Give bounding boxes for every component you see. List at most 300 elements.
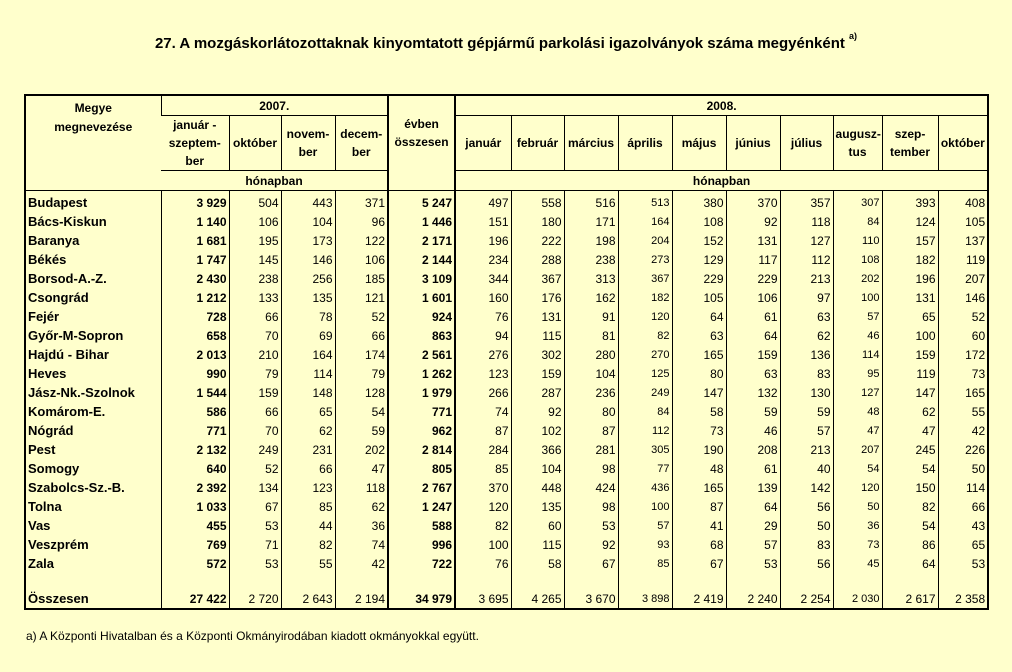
table-cell: 57 — [726, 535, 780, 554]
table-row — [25, 478, 988, 497]
table-cell: 58 — [672, 402, 726, 421]
table-cell: 106 — [726, 288, 780, 307]
county-name: Nógrád — [28, 422, 74, 438]
table-cell: 77 — [618, 459, 672, 478]
spacer-cell — [938, 573, 988, 589]
table-cell: 190 — [672, 440, 726, 459]
table-cell: 40 — [780, 459, 833, 478]
table-cell: 1 446 — [388, 212, 455, 231]
table-cell: 60 — [938, 326, 988, 345]
spacer-cell — [618, 573, 672, 589]
table-row — [25, 440, 988, 459]
table-cell: 150 — [882, 478, 938, 497]
table-cell: 108 — [672, 212, 726, 231]
table-cell: 127 — [833, 383, 882, 402]
table-cell: 106 — [335, 250, 388, 269]
table-cell: 302 — [511, 345, 564, 364]
table-cell: 73 — [938, 364, 988, 383]
table-cell: 990 — [161, 364, 229, 383]
evben-blank — [388, 171, 455, 191]
county-name: Baranya — [28, 232, 80, 248]
table-cell: 210 — [229, 345, 281, 364]
table-cell: 2 030 — [833, 589, 882, 609]
table-cell: 76 — [455, 307, 511, 326]
table-cell: 159 — [229, 383, 281, 402]
table-row — [25, 554, 988, 573]
table-row — [25, 535, 988, 554]
table-cell: 52 — [229, 459, 281, 478]
table-cell: 159 — [726, 345, 780, 364]
table-cell: 100 — [618, 497, 672, 516]
table-cell: 135 — [281, 288, 335, 307]
spacer-cell — [281, 573, 335, 589]
month-header-2007: novem-ber — [281, 116, 335, 171]
table-cell: 124 — [882, 212, 938, 231]
table-cell: 771 — [161, 421, 229, 440]
table-cell: 127 — [780, 231, 833, 250]
table-row — [25, 459, 988, 478]
table-cell: 115 — [511, 326, 564, 345]
table-cell: 57 — [780, 421, 833, 440]
table-cell: 66 — [229, 402, 281, 421]
table-cell: 85 — [281, 497, 335, 516]
table-cell: 120 — [455, 497, 511, 516]
table-cell: 121 — [335, 288, 388, 307]
table-cell: 238 — [564, 250, 618, 269]
table-cell: 100 — [455, 535, 511, 554]
table-cell: 130 — [780, 383, 833, 402]
footnote: a) A Központi Hivatalban és a Központi Okmányirodában kiadott okmányokkal együtt. — [26, 629, 479, 643]
table-cell: 36 — [335, 516, 388, 535]
table-cell: 367 — [511, 269, 564, 288]
table-cell: 136 — [780, 345, 833, 364]
table-cell: 56 — [780, 497, 833, 516]
spacer-cell — [882, 573, 938, 589]
table-cell: 504 — [229, 191, 281, 213]
county-name: Győr-M-Sopron — [28, 327, 124, 343]
table-cell: 78 — [281, 307, 335, 326]
table-cell: 448 — [511, 478, 564, 497]
table-cell: 47 — [882, 421, 938, 440]
table-cell: 118 — [780, 212, 833, 231]
table-cell: 497 — [455, 191, 511, 213]
table-cell: 1 212 — [161, 288, 229, 307]
table-row — [25, 364, 988, 383]
table-cell: 924 — [388, 307, 455, 326]
table-cell: 996 — [388, 535, 455, 554]
table-cell: 110 — [833, 231, 882, 250]
table-cell: 863 — [388, 326, 455, 345]
table-cell: 85 — [455, 459, 511, 478]
table-cell: 2 430 — [161, 269, 229, 288]
table-cell: 81 — [564, 326, 618, 345]
table-cell: 151 — [455, 212, 511, 231]
table-cell: 94 — [455, 326, 511, 345]
table-cell: 164 — [618, 212, 672, 231]
table-cell: 112 — [780, 250, 833, 269]
spacer-cell — [388, 573, 455, 589]
table-cell: 147 — [672, 383, 726, 402]
table-cell: 3 109 — [388, 269, 455, 288]
table-cell: 114 — [938, 478, 988, 497]
table-cell: 962 — [388, 421, 455, 440]
table-cell: 106 — [229, 212, 281, 231]
table-cell: 728 — [161, 307, 229, 326]
table-cell: 115 — [511, 535, 564, 554]
table-cell: 54 — [882, 516, 938, 535]
table-cell: 273 — [618, 250, 672, 269]
table-cell: 370 — [726, 191, 780, 213]
table-cell: 83 — [780, 364, 833, 383]
megye-header: Megye megnevezése — [54, 101, 133, 134]
spacer-row — [25, 573, 988, 589]
table-cell: 62 — [281, 421, 335, 440]
month-header-2007: január - szeptem-ber — [168, 118, 221, 168]
table-cell: 63 — [672, 326, 726, 345]
table-cell: 87 — [672, 497, 726, 516]
table-cell: 148 — [281, 383, 335, 402]
table-cell: 65 — [882, 307, 938, 326]
table-cell: 48 — [672, 459, 726, 478]
table-cell: 455 — [161, 516, 229, 535]
table-cell: 2 814 — [388, 440, 455, 459]
table-cell: 146 — [281, 250, 335, 269]
table-cell: 165 — [672, 478, 726, 497]
table-cell: 76 — [455, 554, 511, 573]
table-cell: 145 — [229, 250, 281, 269]
table-cell: 64 — [726, 326, 780, 345]
table-cell: 436 — [618, 478, 672, 497]
table-cell: 79 — [229, 364, 281, 383]
table-cell: 1 601 — [388, 288, 455, 307]
table-cell: 62 — [882, 402, 938, 421]
table-cell: 180 — [511, 212, 564, 231]
table-cell: 1 681 — [161, 231, 229, 250]
table-cell: 61 — [726, 459, 780, 478]
table-cell: 204 — [618, 231, 672, 250]
table-cell: 123 — [281, 478, 335, 497]
county-name: Komárom-E. — [28, 403, 106, 419]
table-cell: 104 — [511, 459, 564, 478]
table-cell: 139 — [726, 478, 780, 497]
table-cell: 46 — [833, 326, 882, 345]
table-cell: 2 194 — [335, 589, 388, 609]
table-cell: 1 544 — [161, 383, 229, 402]
table-cell: 42 — [938, 421, 988, 440]
month-header-2008: augusz-tus — [833, 116, 882, 171]
table-cell: 370 — [455, 478, 511, 497]
table-cell: 182 — [618, 288, 672, 307]
table-cell: 44 — [281, 516, 335, 535]
month-header-2007: decem-ber — [335, 116, 388, 171]
month-header-2008: február — [511, 116, 564, 171]
table-cell: 58 — [511, 554, 564, 573]
table-cell: 4 265 — [511, 589, 564, 609]
table-cell: 82 — [618, 326, 672, 345]
table-cell: 146 — [938, 288, 988, 307]
table-cell: 236 — [564, 383, 618, 402]
table-cell: 380 — [672, 191, 726, 213]
table-cell: 73 — [833, 535, 882, 554]
table-cell: 2 358 — [938, 589, 988, 609]
table-cell: 105 — [672, 288, 726, 307]
table-cell: 588 — [388, 516, 455, 535]
county-name: Bács-Kiskun — [28, 213, 107, 229]
year-2007-header: 2007. — [161, 95, 388, 116]
county-name: Somogy — [28, 460, 80, 476]
table-cell: 137 — [938, 231, 988, 250]
table-cell: 123 — [455, 364, 511, 383]
table-row — [25, 326, 988, 345]
table-cell: 62 — [335, 497, 388, 516]
county-name: Vas — [28, 517, 51, 533]
table-cell: 53 — [726, 554, 780, 573]
table-cell: 408 — [938, 191, 988, 213]
table-cell: 119 — [938, 250, 988, 269]
table-cell: 50 — [938, 459, 988, 478]
spacer-cell — [672, 573, 726, 589]
table-cell: 2 720 — [229, 589, 281, 609]
table-row — [25, 421, 988, 440]
table-cell: 54 — [882, 459, 938, 478]
table-row — [25, 231, 988, 250]
table-cell: 245 — [882, 440, 938, 459]
table-cell: 367 — [618, 269, 672, 288]
table-cell: 2 013 — [161, 345, 229, 364]
spacer-cell — [726, 573, 780, 589]
county-name: Borsod-A.-Z. — [28, 270, 107, 286]
table-cell: 54 — [335, 402, 388, 421]
table-cell: 55 — [938, 402, 988, 421]
table-cell: 104 — [281, 212, 335, 231]
table-cell: 305 — [618, 440, 672, 459]
table-cell: 288 — [511, 250, 564, 269]
table-cell: 393 — [882, 191, 938, 213]
table-cell: 424 — [564, 478, 618, 497]
table-cell: 73 — [672, 421, 726, 440]
table-cell: 1 033 — [161, 497, 229, 516]
table-cell: 64 — [882, 554, 938, 573]
table-row — [25, 250, 988, 269]
table-cell: 92 — [511, 402, 564, 421]
table-cell: 222 — [511, 231, 564, 250]
table-cell: 805 — [388, 459, 455, 478]
table-cell: 61 — [726, 307, 780, 326]
table-cell: 159 — [511, 364, 564, 383]
table-cell: 50 — [833, 497, 882, 516]
table-cell: 284 — [455, 440, 511, 459]
table-cell: 2 144 — [388, 250, 455, 269]
table-cell: 313 — [564, 269, 618, 288]
table-row — [25, 307, 988, 326]
table-cell: 47 — [335, 459, 388, 478]
table-cell: 117 — [726, 250, 780, 269]
spacer-cell — [161, 573, 229, 589]
table-cell: 98 — [564, 497, 618, 516]
table-cell: 2 561 — [388, 345, 455, 364]
table-cell: 172 — [938, 345, 988, 364]
table-cell: 131 — [726, 231, 780, 250]
table-cell: 443 — [281, 191, 335, 213]
table-cell: 54 — [833, 459, 882, 478]
table-cell: 769 — [161, 535, 229, 554]
table-cell: 42 — [335, 554, 388, 573]
table-cell: 128 — [335, 383, 388, 402]
table-cell: 29 — [726, 516, 780, 535]
table-cell: 60 — [511, 516, 564, 535]
table-cell: 80 — [672, 364, 726, 383]
table-cell: 46 — [726, 421, 780, 440]
table-cell: 229 — [726, 269, 780, 288]
table-cell: 47 — [833, 421, 882, 440]
table-cell: 142 — [780, 478, 833, 497]
county-name: Jász-Nk.-Szolnok — [28, 384, 135, 400]
table-cell: 119 — [882, 364, 938, 383]
table-cell: 65 — [281, 402, 335, 421]
table-cell: 164 — [281, 345, 335, 364]
table-cell: 70 — [229, 421, 281, 440]
month-header-2008: szep-tember — [882, 116, 938, 171]
table-cell: 67 — [564, 554, 618, 573]
table-cell: 114 — [281, 364, 335, 383]
table-cell: 2 240 — [726, 589, 780, 609]
table-cell: 287 — [511, 383, 564, 402]
table-cell: 129 — [672, 250, 726, 269]
table-cell: 157 — [882, 231, 938, 250]
table-cell: 64 — [726, 497, 780, 516]
county-name: Tolna — [28, 498, 62, 514]
table-cell: 231 — [281, 440, 335, 459]
table-cell: 66 — [335, 326, 388, 345]
table-cell: 213 — [780, 269, 833, 288]
table-cell: 185 — [335, 269, 388, 288]
county-name: Hajdú - Bihar — [28, 346, 109, 362]
year-2008-header: 2008. — [455, 95, 988, 116]
table-cell: 586 — [161, 402, 229, 421]
table-cell: 87 — [455, 421, 511, 440]
table-cell: 64 — [672, 307, 726, 326]
table-cell: 79 — [335, 364, 388, 383]
table-row — [25, 497, 988, 516]
table-cell: 53 — [229, 554, 281, 573]
table-cell: 1 747 — [161, 250, 229, 269]
table-cell: 165 — [672, 345, 726, 364]
table-cell: 344 — [455, 269, 511, 288]
table-cell: 82 — [455, 516, 511, 535]
table-row — [25, 191, 988, 213]
table-cell: 65 — [938, 535, 988, 554]
table-cell: 125 — [618, 364, 672, 383]
table-cell: 1 247 — [388, 497, 455, 516]
table-cell: 1 262 — [388, 364, 455, 383]
table-cell: 280 — [564, 345, 618, 364]
table-cell: 270 — [618, 345, 672, 364]
table-cell: 59 — [335, 421, 388, 440]
table-cell: 45 — [833, 554, 882, 573]
county-name: Szabolcs-Sz.-B. — [28, 479, 125, 495]
month-header-2007: október — [229, 116, 281, 171]
table-cell: 162 — [564, 288, 618, 307]
table-cell: 80 — [564, 402, 618, 421]
table-cell: 366 — [511, 440, 564, 459]
table-cell: 52 — [335, 307, 388, 326]
table-cell: 34 979 — [388, 589, 455, 609]
county-name: Békés — [28, 251, 67, 267]
table-cell: 59 — [780, 402, 833, 421]
table-cell: 134 — [229, 478, 281, 497]
table-cell: 57 — [618, 516, 672, 535]
table-title — [0, 31, 1012, 52]
table-row — [25, 269, 988, 288]
table-cell: 5 247 — [388, 191, 455, 213]
table-cell: 70 — [229, 326, 281, 345]
month-header-2008: június — [726, 116, 780, 171]
table-cell: 771 — [388, 402, 455, 421]
spacer-cell — [833, 573, 882, 589]
table-cell: 74 — [455, 402, 511, 421]
table-cell: 133 — [229, 288, 281, 307]
table-cell: 135 — [511, 497, 564, 516]
table-cell: 53 — [564, 516, 618, 535]
table-cell: 196 — [882, 269, 938, 288]
month-header-2008: március — [564, 116, 618, 171]
table-cell: 71 — [229, 535, 281, 554]
county-name: Csongrád — [28, 289, 89, 305]
month-header-2008: október — [938, 116, 988, 171]
table-cell: 98 — [564, 459, 618, 478]
table-cell: 97 — [780, 288, 833, 307]
table-cell: 53 — [938, 554, 988, 573]
table-cell: 132 — [726, 383, 780, 402]
table-cell: 56 — [780, 554, 833, 573]
table-cell: 84 — [833, 212, 882, 231]
table-cell: 57 — [833, 307, 882, 326]
table-cell: 104 — [564, 364, 618, 383]
table-cell: 238 — [229, 269, 281, 288]
honapban-2007: hónapban — [161, 171, 388, 191]
month-header-2008: május — [672, 116, 726, 171]
table-cell: 198 — [564, 231, 618, 250]
evben-header: évben összesen — [388, 95, 455, 171]
table-cell: 160 — [455, 288, 511, 307]
table-cell: 105 — [938, 212, 988, 231]
table-cell: 59 — [726, 402, 780, 421]
table-cell: 68 — [672, 535, 726, 554]
table-cell: 122 — [335, 231, 388, 250]
table-cell: 100 — [833, 288, 882, 307]
spacer-cell — [780, 573, 833, 589]
table-row — [25, 402, 988, 421]
table-cell: 202 — [335, 440, 388, 459]
table-cell: 307 — [833, 191, 882, 213]
table-cell: 63 — [726, 364, 780, 383]
table-cell: 66 — [938, 497, 988, 516]
table-cell: 229 — [672, 269, 726, 288]
table-cell: 371 — [335, 191, 388, 213]
table-cell: 120 — [833, 478, 882, 497]
table-cell: 196 — [455, 231, 511, 250]
table-cell: 173 — [281, 231, 335, 250]
table-cell: 66 — [229, 307, 281, 326]
table-cell: 249 — [229, 440, 281, 459]
county-name: Összesen — [28, 590, 89, 606]
parking-permit-table — [24, 94, 989, 610]
table-row — [25, 212, 988, 231]
table-cell: 63 — [780, 307, 833, 326]
spacer-cell — [335, 573, 388, 589]
table-cell: 165 — [938, 383, 988, 402]
table-cell: 36 — [833, 516, 882, 535]
